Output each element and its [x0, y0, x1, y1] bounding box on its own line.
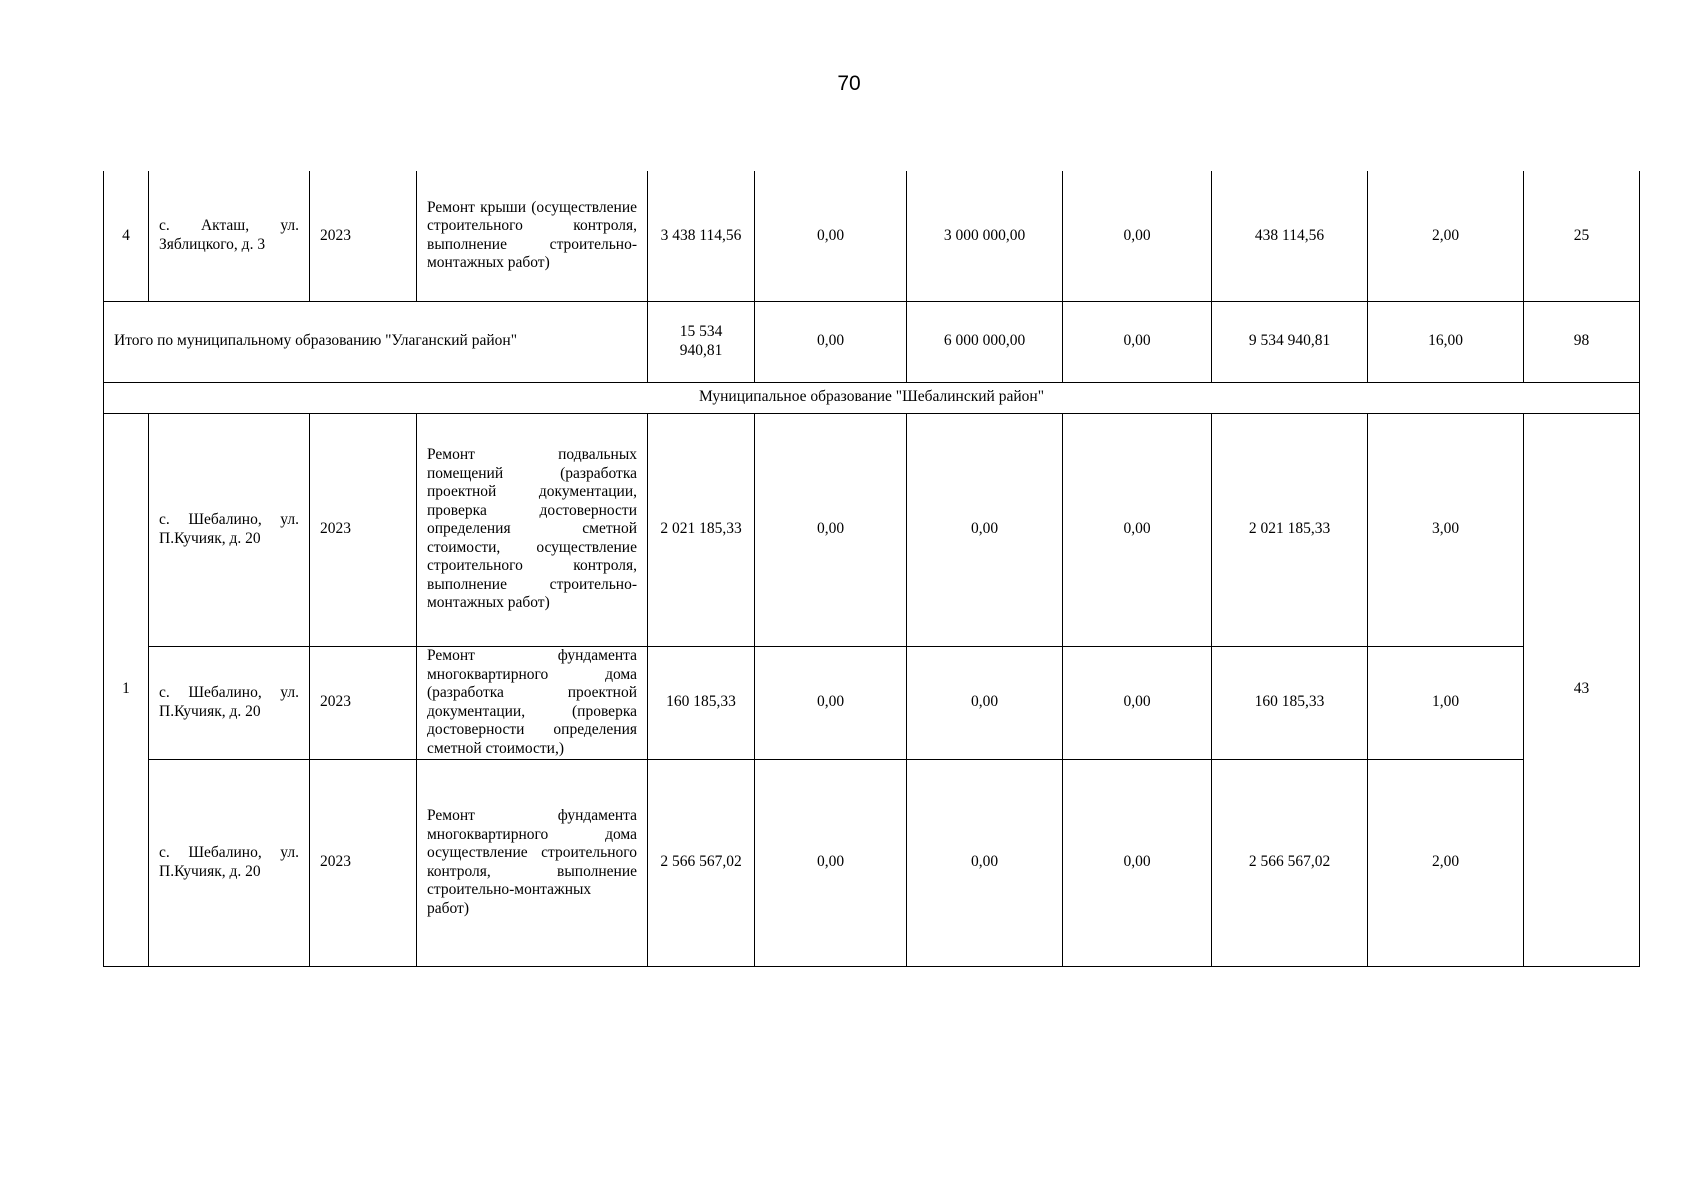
- page-number: 70: [837, 72, 861, 95]
- cost-column-1-cell: 0,00: [755, 646, 907, 759]
- cost-column-5-cell: 1,00: [1368, 646, 1524, 759]
- repair-program-table: [103, 171, 1640, 967]
- cost-column-2-cell: 0,00: [907, 646, 1063, 759]
- cost-column-4-cell: 2 021 185,33: [1212, 413, 1368, 646]
- cost-column-6-cell: 43: [1524, 413, 1640, 966]
- row-number: 4: [104, 171, 149, 301]
- cost-column-2-cell: 0,00: [907, 413, 1063, 646]
- cost-column-5-cell: 2,00: [1368, 171, 1524, 301]
- cost-column-1-cell: 0,00: [755, 413, 907, 646]
- subtotal-column-6-cell: 98: [1524, 301, 1640, 382]
- year-cell: 2023: [310, 646, 417, 759]
- cost-column-2-cell: 0,00: [907, 759, 1063, 966]
- cost-column-5-cell: 2,00: [1368, 759, 1524, 966]
- cost-column-3-cell: 0,00: [1063, 759, 1212, 966]
- section-title: Муниципальное образование "Шебалинский район": [104, 382, 1640, 413]
- year-cell: 2023: [310, 759, 417, 966]
- address-cell: с. Шебалино, ул. П.Кучияк, д. 20: [149, 646, 310, 759]
- cost-column-3-cell: 0,00: [1063, 171, 1212, 301]
- table-row: [104, 171, 1640, 301]
- subtotal-column-1-cell: 0,00: [755, 301, 907, 382]
- subtotal-total-cell: 15 534 940,81: [648, 301, 755, 382]
- year-cell: 2023: [310, 413, 417, 646]
- cost-column-3-cell: 0,00: [1063, 646, 1212, 759]
- work-type-cell: Ремонт фундамента многоквартирного дома осуществление строительного контроля, выполнение строительно-монтажных работ): [417, 759, 648, 966]
- total-cost-cell: 2 566 567,02: [648, 759, 755, 966]
- cost-column-4-cell: 160 185,33: [1212, 646, 1368, 759]
- cost-column-1-cell: 0,00: [755, 171, 907, 301]
- address-cell: с. Шебалино, ул. П.Кучияк, д. 20: [149, 413, 310, 646]
- cost-column-3-cell: 0,00: [1063, 413, 1212, 646]
- work-type-cell: Ремонт подвальных помещений (разработка проектной документации, проверка достоверности определения сметной стоимости, осуществление строительного контроля, выполнение строительно-монтажных работ): [417, 413, 648, 646]
- cost-column-2-cell: 3 000 000,00: [907, 171, 1063, 301]
- subtotal-column-2-cell: 6 000 000,00: [907, 301, 1063, 382]
- year-cell: 2023: [310, 171, 417, 301]
- table-row: [104, 413, 1640, 646]
- section-header-row: [104, 382, 1640, 413]
- subtotal-column-5-cell: 16,00: [1368, 301, 1524, 382]
- work-type-cell: Ремонт крыши (осуществление строительного контроля, выполнение строительно-монтажных работ): [417, 171, 648, 301]
- total-cost-cell: 160 185,33: [648, 646, 755, 759]
- cost-column-4-cell: 2 566 567,02: [1212, 759, 1368, 966]
- address-cell: с. Акташ, ул. Зяблицкого, д. 3: [149, 171, 310, 301]
- cost-column-5-cell: 3,00: [1368, 413, 1524, 646]
- total-cost-cell: 3 438 114,56: [648, 171, 755, 301]
- table-row: [104, 759, 1640, 966]
- subtotal-label: Итого по муниципальному образованию "Улаганский район": [104, 301, 648, 382]
- row-number: 1: [104, 413, 149, 966]
- cost-column-1-cell: 0,00: [755, 759, 907, 966]
- address-cell: с. Шебалино, ул. П.Кучияк, д. 20: [149, 759, 310, 966]
- table-row: [104, 646, 1640, 759]
- subtotal-row: [104, 301, 1640, 382]
- work-type-cell: Ремонт фундамента многоквартирного дома (разработка проектной документации, (проверка достоверности определения сметной стоимости,): [417, 646, 648, 759]
- subtotal-column-4-cell: 9 534 940,81: [1212, 301, 1368, 382]
- total-cost-cell: 2 021 185,33: [648, 413, 755, 646]
- subtotal-column-3-cell: 0,00: [1063, 301, 1212, 382]
- cost-column-4-cell: 438 114,56: [1212, 171, 1368, 301]
- cost-column-6-cell: 25: [1524, 171, 1640, 301]
